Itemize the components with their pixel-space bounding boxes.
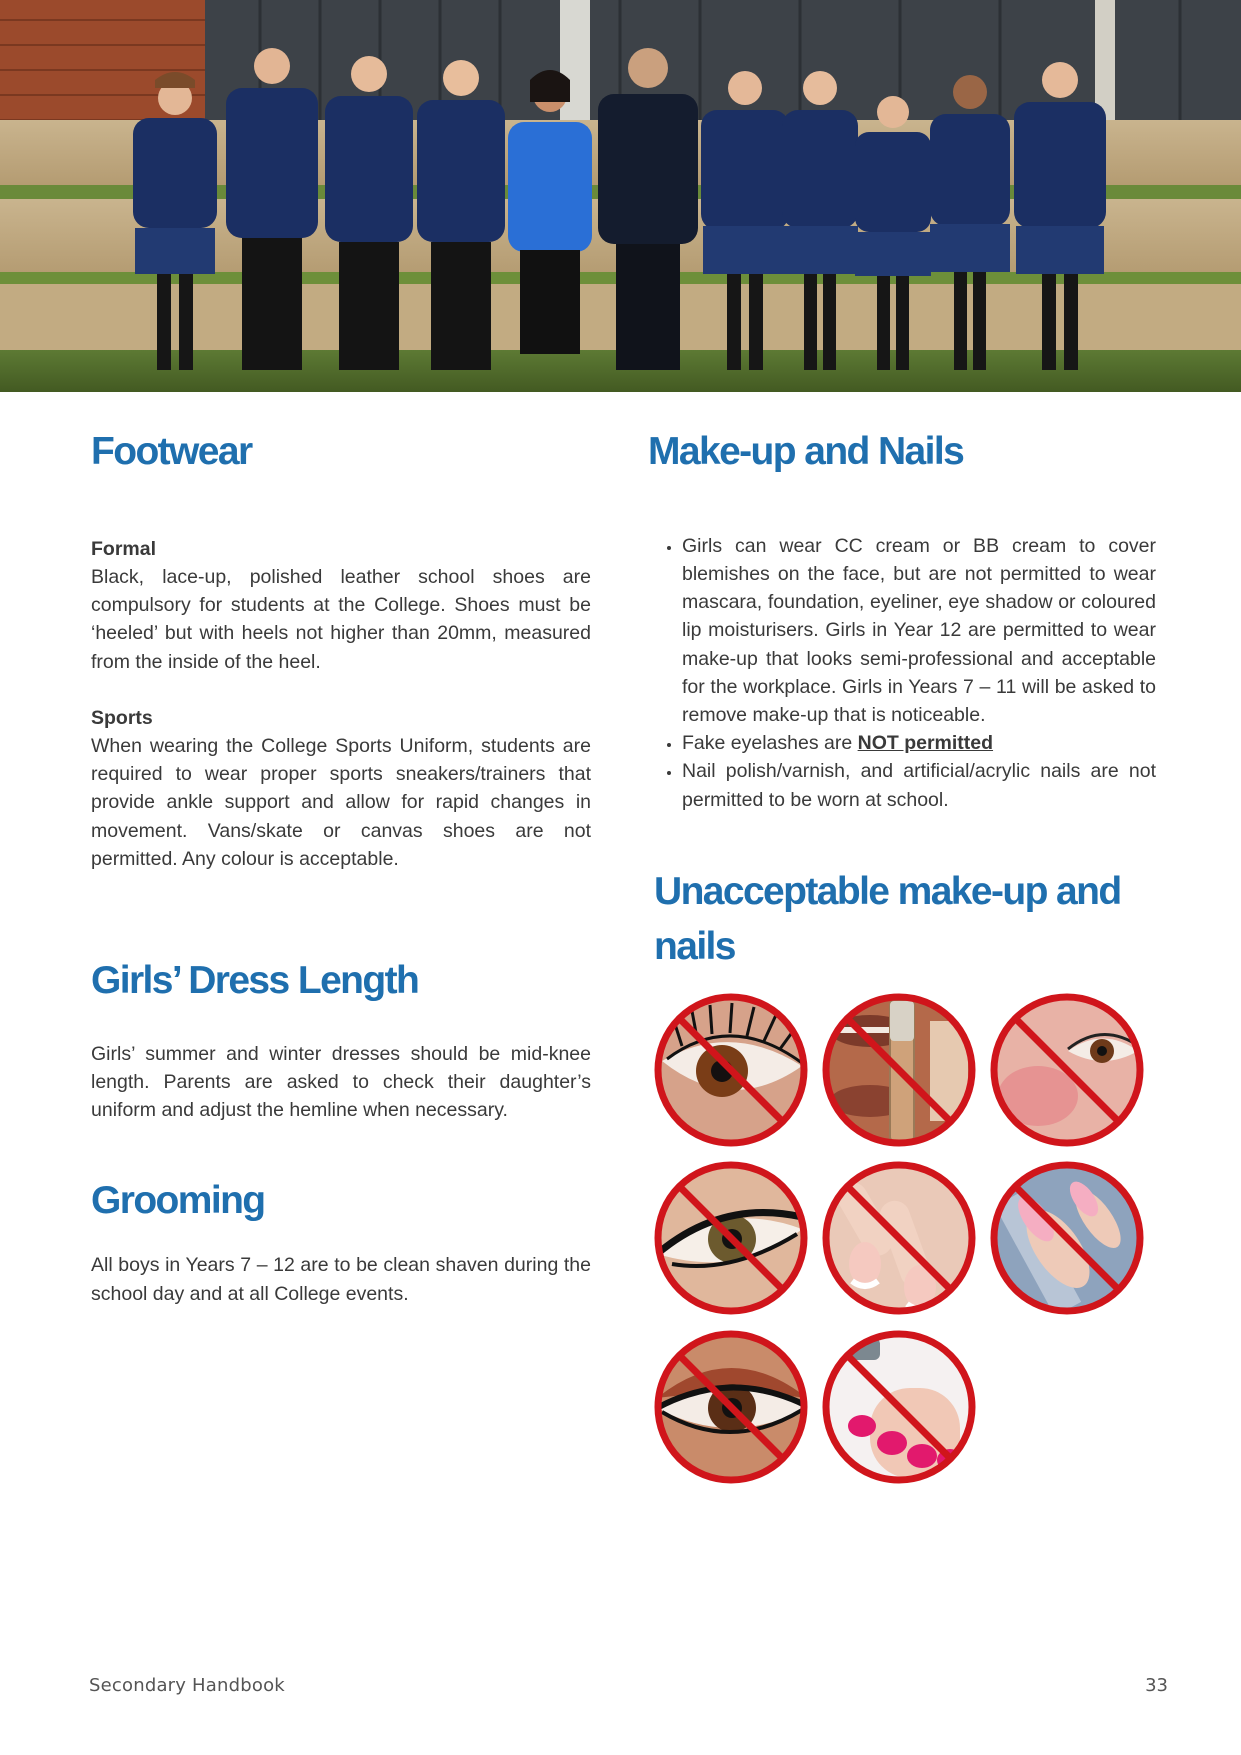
no-nail-tips-icon bbox=[988, 1159, 1146, 1317]
unacceptable-heading-line2: nails bbox=[654, 924, 735, 968]
formal-subheading: Formal bbox=[91, 537, 157, 560]
sports-paragraph: When wearing the College Sports Uniform, students are required to wear proper sports sneakers/trainers that provide ankle support and allow for rapid changes in movement. Vans/skate or canvas shoes are not permitted. Any colour is acceptable. bbox=[91, 735, 591, 870]
header-photo bbox=[0, 0, 1241, 392]
sports-subheading: Sports bbox=[91, 706, 153, 729]
no-fake-eyelashes-icon bbox=[652, 991, 810, 1149]
right-column bbox=[648, 430, 1156, 974]
makeup-rule-item bbox=[682, 532, 1156, 729]
no-nail-polish-icon bbox=[820, 1328, 978, 1486]
grooming-heading: Grooming bbox=[91, 1178, 265, 1222]
formal-paragraph: Black, lace-up, polished leather school shoes are compulsory for students at the College. Shoes must be ‘heeled’ but with heels not higher than 20mm, measured from the inside of the heel. bbox=[91, 566, 591, 673]
makeup-rule-text: Fake eyelashes are bbox=[682, 732, 858, 755]
group-photo-illustration bbox=[0, 0, 1241, 392]
no-acrylic-nails-icon bbox=[820, 1159, 978, 1317]
makeup-rule-item bbox=[682, 757, 1156, 813]
not-permitted-emphasis: NOT permitted bbox=[857, 732, 994, 755]
grooming-paragraph: All boys in Years 7 – 12 are to be clean shaven during the school day and at all College events. bbox=[91, 1254, 591, 1305]
prohibited-images-grid bbox=[652, 991, 1162, 1491]
dress-length-paragraph: Girls’ summer and winter dresses should be mid-knee length. Parents are asked to check their daughter’s uniform and adjust the hemline when necessary. bbox=[91, 1042, 591, 1122]
left-column bbox=[91, 430, 591, 1308]
unacceptable-heading bbox=[654, 864, 1156, 974]
no-lip-gloss-icon bbox=[820, 991, 978, 1149]
dress-length-heading: Girls’ Dress Length bbox=[91, 959, 419, 1003]
footwear-heading: Footwear bbox=[91, 430, 252, 473]
people-silhouettes bbox=[133, 48, 1106, 370]
footer-handbook-title: Secondary Handbook bbox=[89, 1675, 285, 1696]
makeup-rule-text: Nail polish/varnish, and artificial/acrylic nails are not permitted to be worn at school. bbox=[682, 760, 1156, 811]
makeup-rules-list bbox=[648, 532, 1156, 814]
unacceptable-heading-line1: Unacceptable make-up and bbox=[654, 869, 1121, 913]
no-eyeshadow-icon bbox=[652, 1328, 810, 1486]
makeup-heading: Make-up and Nails bbox=[648, 430, 964, 473]
page-number: 33 bbox=[1145, 1675, 1168, 1696]
makeup-rule-text: Girls can wear CC cream or BB cream to cover blemishes on the face, but are not permitted to wear mascara, foundation, eyeliner, eye shadow or coloured lip moisturisers. Girls in Year 12 are permitted to wear make-up that looks semi-professional and acceptable for the workplace. Girls in Years 7 – 11 will be asked to remove make-up that is noticeable. bbox=[682, 534, 1156, 727]
makeup-rule-item bbox=[682, 729, 1156, 757]
no-blush-icon bbox=[988, 991, 1146, 1149]
no-eyeliner-icon bbox=[652, 1159, 810, 1317]
